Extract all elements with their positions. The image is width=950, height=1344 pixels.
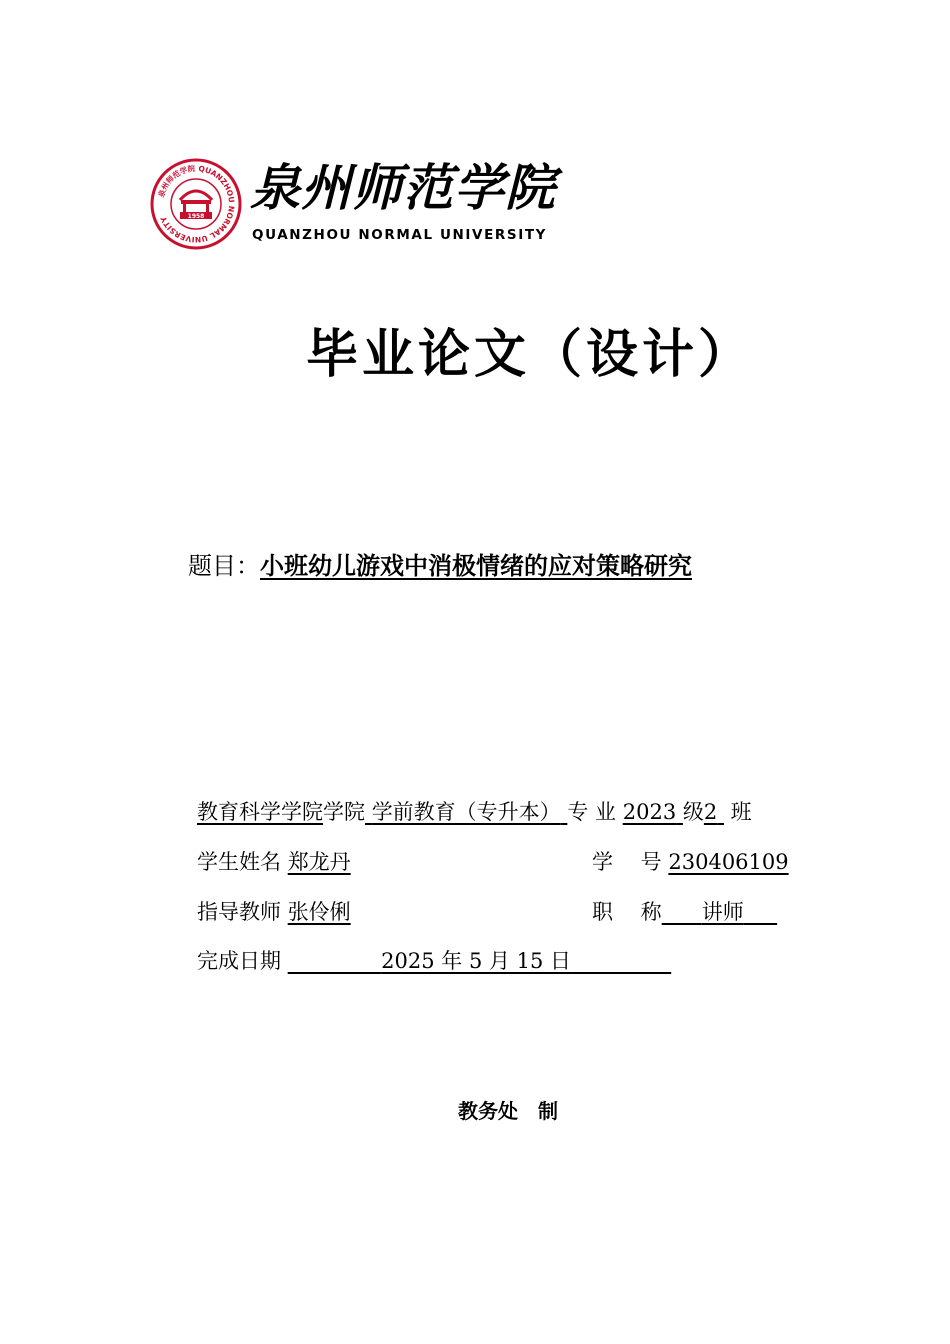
student-name-label: 学生姓名 xyxy=(197,850,281,874)
student-id-row xyxy=(592,847,789,877)
completion-date-label: 完成日期 xyxy=(197,949,281,973)
student-id-label: 学 号 xyxy=(592,850,662,874)
class-value: 2 xyxy=(703,800,718,824)
completion-date-row xyxy=(197,946,671,976)
issuer-footer: 教务处 制 xyxy=(458,1099,558,1123)
university-seal-icon xyxy=(150,158,242,250)
advisor-label: 指导教师 xyxy=(197,900,281,924)
advisor-row xyxy=(197,897,351,927)
topic-label: 题目： xyxy=(188,552,260,580)
major-suffix: 专 业 xyxy=(567,800,617,824)
seal-ring-text: 泉州师范学院 QUANZHOU NORMAL UNIVERSITY xyxy=(156,163,237,245)
student-name-row xyxy=(197,847,351,877)
advisor-title-value: 讲师 xyxy=(701,900,744,924)
advisor-name-value: 张伶俐 xyxy=(287,900,351,924)
advisor-title-label: 职 称 xyxy=(592,900,662,924)
grade-value: 2023 xyxy=(622,800,677,824)
university-name-en: QUANZHOU NORMAL UNIVERSITY xyxy=(252,227,548,243)
university-logo xyxy=(150,158,556,248)
document-title: 毕业论文（设计） xyxy=(305,325,754,385)
completion-date-value: 2025 年 5 月 15 日 xyxy=(381,949,572,973)
grade-suffix: 级 xyxy=(682,800,704,824)
college-major-row xyxy=(197,797,752,827)
seal-year: 1958 xyxy=(187,213,205,220)
college-value: 教育科学学院 xyxy=(197,800,323,824)
class-suffix: 班 xyxy=(730,800,752,824)
university-name-cn: 泉州师范学院 xyxy=(250,158,556,217)
major-value: 学前教育（专升本） xyxy=(371,800,561,824)
student-id-value: 230406109 xyxy=(668,850,789,874)
student-name-value: 郑龙丹 xyxy=(287,850,351,874)
college-suffix: 学院 xyxy=(323,800,365,824)
topic-row xyxy=(188,549,692,583)
topic-value: 小班幼儿游戏中消极情绪的应对策略研究 xyxy=(260,552,692,580)
advisor-title-row xyxy=(592,897,777,927)
